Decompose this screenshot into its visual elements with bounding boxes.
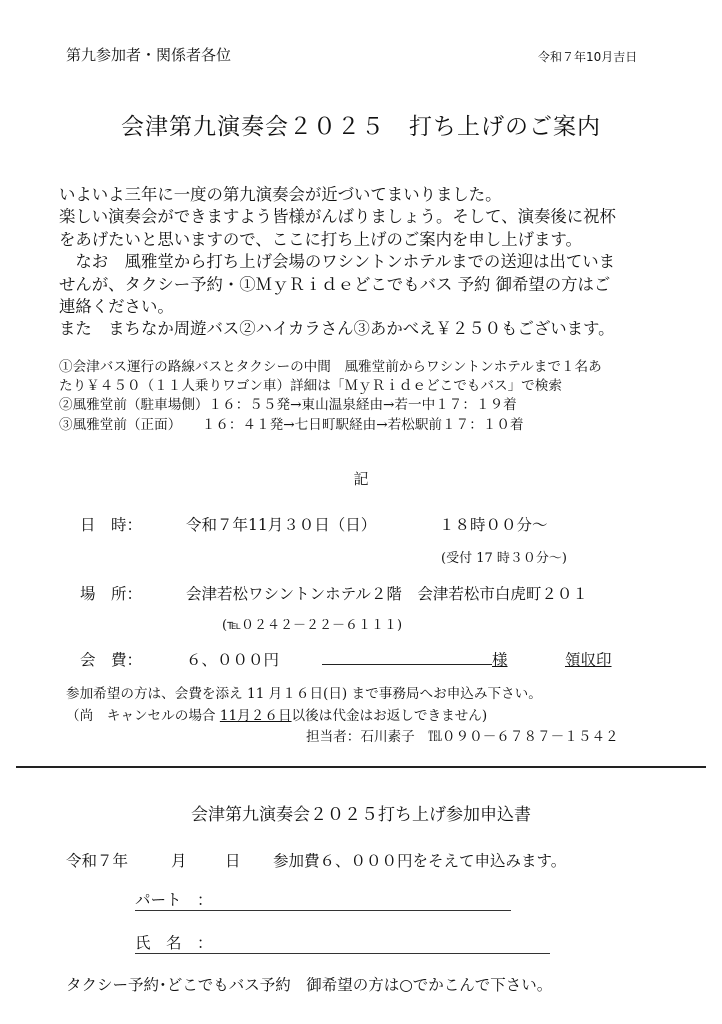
reception-time: (受付 17 時３０分～): [441, 551, 567, 566]
intro-line: 楽しい演奏会ができますよう皆様がんばりましょう。そして、演奏後に祝杯: [59, 207, 616, 227]
contact-person: 担当者：石川素子 ℡０９０－６７８７－１５４２: [306, 729, 619, 745]
cancel-policy: [66, 704, 487, 724]
intro-line: をあげたいと思いますので、ここに打ち上げのご案内を申し上げます。: [59, 229, 582, 249]
venue: 会津若松ワシントンホテル２階 会津若松市白虎町２０１: [186, 585, 588, 603]
place-label: 場 所：: [80, 585, 143, 603]
intro-line: また まちなか周遊バス②ハイカラさん③あかべえ￥２５０もございます。: [59, 319, 615, 339]
issue-date: 令和７年10月吉日: [538, 50, 638, 64]
note-line: ②風雅堂前（駐車場側）１６：５５発→東山温泉経由→若一中１７：１９着: [59, 397, 517, 414]
cancel-suffix: 以後は代金はお返しできません): [291, 708, 488, 724]
intro-line: なお 風雅堂から打ち上げ会場のワシントンホテルまでの送迎は出ていま: [59, 252, 616, 272]
cut-line-divider: [16, 766, 706, 768]
ki-heading: 記: [353, 470, 369, 488]
page-title: 会津第九演奏会２０２５ 打ち上げのご案内: [121, 114, 601, 140]
name-blank: [322, 664, 492, 665]
part-field[interactable]: [135, 888, 511, 911]
bus-notes: [59, 358, 602, 435]
intro-line: いよいよ三年に一度の第九演奏会が近づいてまいりました。: [59, 185, 502, 204]
name-label: 氏 名 ：: [135, 934, 213, 952]
form-statement: 参加費６、０００円をそえて申込みます。: [273, 852, 567, 870]
form-month: 月: [171, 852, 187, 870]
fee-amount: ６、０００円: [186, 651, 280, 669]
form-footer-note: タクシー予約･どこでもバス予約 御希望の方は○でかこんで下さい。: [66, 976, 553, 994]
form-title: 会津第九演奏会２０２５打ち上げ参加申込書: [191, 805, 531, 825]
addressee: 第九参加者・関係者各位: [66, 46, 232, 64]
cancel-prefix: （尚 キャンセルの場合: [66, 708, 220, 724]
datetime-label: 日 時：: [80, 516, 143, 534]
intro-paragraph: [59, 184, 679, 341]
intro-line: せんが、タクシー予約・①ＭｙＲｉｄｅどこでもバス 予約 御希望の方はご: [59, 274, 611, 294]
venue-tel: (℡０２４２－２２－６１１１): [222, 618, 403, 633]
cancel-date: 11月２６日: [219, 708, 292, 724]
event-time: １８時００分～: [439, 516, 548, 534]
name-field[interactable]: [135, 931, 550, 954]
part-label: パート ：: [135, 891, 213, 909]
deadline-text: 参加希望の方は、会費を添え 11 月１６日(日) まで事務局へお申込み下さい。: [66, 686, 542, 702]
fee-label: 会 費：: [80, 651, 143, 669]
note-line: ③風雅堂前（正面） １６：４１発→七日町駅経由→若松駅前１７：１０着: [59, 416, 524, 433]
intro-line: 連絡ください。: [59, 297, 174, 317]
sama-label: 様: [492, 651, 508, 669]
note-line: ①会津バス運行の路線バスとタクシーの中間 風雅堂前からワシントンホテルまで１名あ: [59, 359, 602, 375]
event-date: 令和７年11月３０日（日）: [186, 516, 377, 534]
form-day: 日: [225, 852, 241, 870]
receipt-stamp: 領収印: [565, 651, 612, 669]
form-date-prefix: 令和７年: [66, 852, 129, 870]
note-line: たり￥４５０（１１人乗りワゴン車）詳細は「ＭｙＲｉｄｅどこでもバス」で検索: [59, 378, 562, 395]
